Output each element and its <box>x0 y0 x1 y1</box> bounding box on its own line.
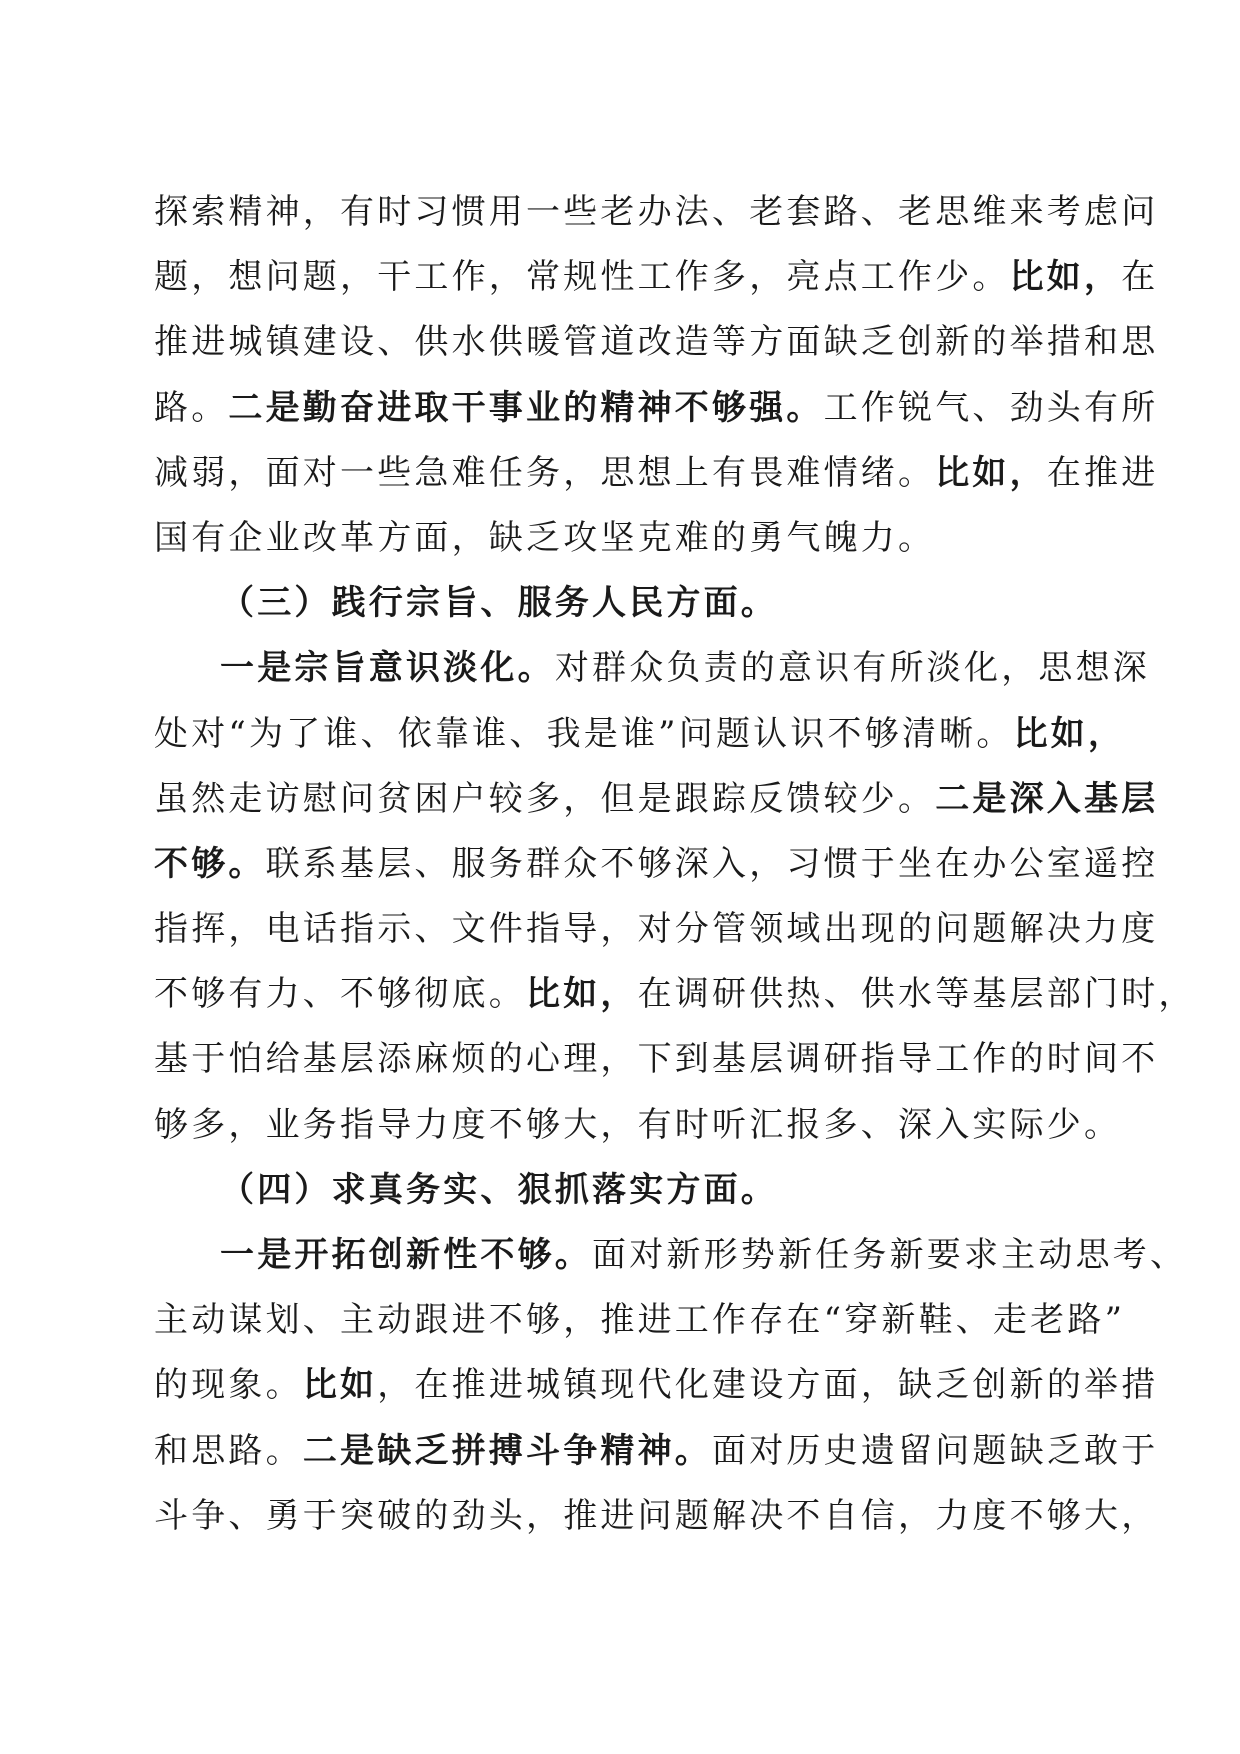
text-segment: 联系基层、服务群众不够深入，习惯于坐在办公室遥控 <box>265 843 1159 884</box>
text-line <box>154 1288 1126 1353</box>
text-line <box>154 1484 1159 1549</box>
text-line <box>154 767 1159 832</box>
text-segment: 指挥，电话指示、文件指导，对分管领域出现的问题解决力度 <box>154 909 1159 950</box>
bold-segment: 一是宗旨意识淡化。 <box>220 648 555 689</box>
bold-segment: 二是勤奋进取干事业的精神不够强。 <box>228 387 824 428</box>
bold-segment: 不够。 <box>154 843 266 884</box>
text-line <box>154 1027 1159 1092</box>
heading-text: （三）践行宗旨、服务人民方面。 <box>220 583 778 624</box>
text-segment: 推进城镇建设、供水供暖管道改造等方面缺乏创新的举措和思 <box>154 322 1159 363</box>
bold-segment: 一是开拓创新性不够。 <box>220 1235 592 1275</box>
text-line <box>154 897 1159 962</box>
text-line <box>154 245 1159 310</box>
bold-segment: 二是缺乏拼搏斗争精神。 <box>302 1430 713 1471</box>
text-segment: 面对新形势新任务新要求主动思考、 <box>592 1235 1188 1275</box>
bold-segment: 二是深入基层 <box>935 778 1159 819</box>
text-line <box>154 832 1159 897</box>
text-segment: 够多，业务指导力度不够大，有时听汇报多、深入实际少。 <box>154 1104 1122 1145</box>
text-segment: 虽然走访慰问贫困户较多，但是跟踪反馈较少。 <box>154 778 936 819</box>
text-line <box>154 1223 1188 1288</box>
text-segment: 工作锐气、劲头有所 <box>823 387 1159 428</box>
text-segment: 探索精神，有时习惯用一些老办法、老套路、老思维来考虑问 <box>154 192 1159 232</box>
text-segment: 在 <box>1121 257 1159 298</box>
heading-text: （四）求真务实、狠抓落实方面。 <box>220 1169 778 1210</box>
text-segment: 基于怕给基层添麻烦的心理，下到基层调研指导工作的时间不 <box>154 1039 1159 1080</box>
text-line <box>154 180 1159 245</box>
text-segment: 国有企业改革方面，缺乏攻坚克难的勇气魄力。 <box>154 517 936 558</box>
text-line <box>154 636 1151 701</box>
text-segment: 和思路。 <box>154 1430 303 1471</box>
document-body <box>154 180 1196 1549</box>
text-segment: 在推进 <box>1046 452 1159 493</box>
bold-segment: 比如， <box>1013 713 1126 754</box>
bold-segment: 比如， <box>526 974 638 1015</box>
bold-segment: 比如， <box>935 452 1047 493</box>
text-segment: 的现象。 <box>154 1365 303 1406</box>
text-line <box>154 376 1159 441</box>
section-heading <box>154 571 1094 636</box>
text-segment: 对群众负责的意识有所淡化，思想深 <box>554 648 1151 689</box>
text-segment: 题，想问题，干工作，常规性工作多，亮点工作少。 <box>154 257 1010 298</box>
text-line <box>154 506 1094 571</box>
text-line <box>154 1419 1159 1484</box>
text-line <box>154 962 1196 1027</box>
bold-segment: 比如， <box>1009 257 1122 298</box>
text-line <box>154 1353 1159 1418</box>
text-segment: 不够有力、不够彻底。 <box>154 974 526 1015</box>
text-line <box>154 702 1126 767</box>
text-segment: 斗争、勇于突破的劲头，推进问题解决不自信，力度不够大， <box>154 1495 1159 1536</box>
section-heading <box>154 1158 1094 1223</box>
text-line <box>154 1093 1122 1158</box>
text-segment: 路。 <box>154 387 229 428</box>
bold-segment: 比如 <box>302 1365 378 1406</box>
text-segment: 处对“为了谁、依靠谁、我是谁”问题认识不够清晰。 <box>154 713 1014 754</box>
text-segment: 在调研供热、供水等基层部门时， <box>637 974 1196 1015</box>
text-segment: ，在推进城镇现代化建设方面，缺乏创新的举措 <box>377 1365 1159 1406</box>
text-line <box>154 441 1159 506</box>
text-segment: 减弱，面对一些急难任务，思想上有畏难情绪。 <box>154 452 936 493</box>
text-segment: 面对历史遗留问题缺乏敢于 <box>712 1430 1159 1471</box>
text-segment: 主动谋划、主动跟进不够，推进工作存在“穿新鞋、走老路” <box>154 1300 1126 1341</box>
text-line <box>154 310 1159 375</box>
